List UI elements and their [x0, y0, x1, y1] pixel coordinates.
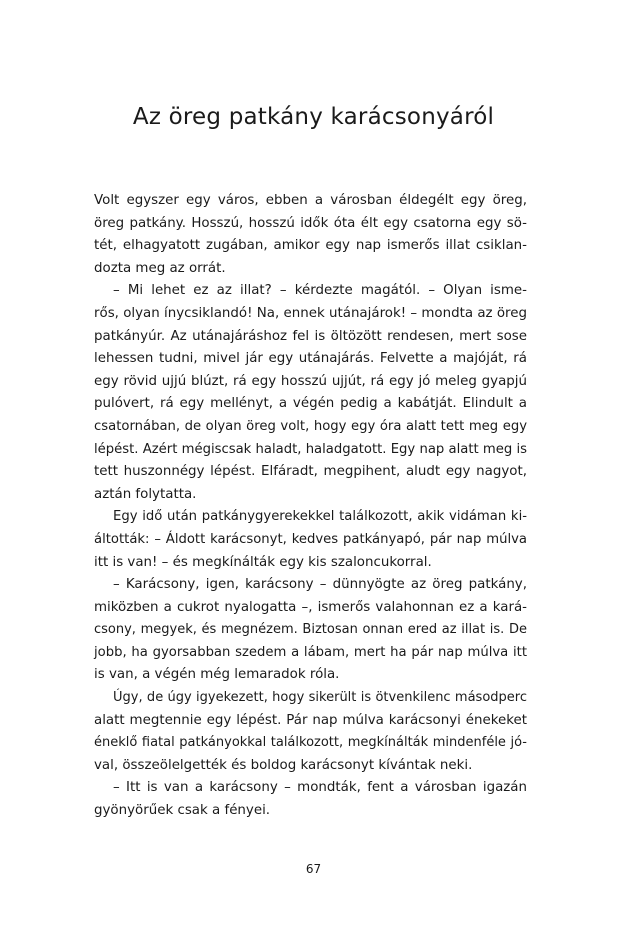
text-line: dozta meg az orrát.: [94, 260, 226, 276]
text-line: itt is van! – és megkínálták egy kis szaloncukorral.: [94, 554, 432, 570]
text-line: gyönyörűek csak a fényei.: [94, 803, 271, 819]
text-line: éneklő fiatal patkányokkal találkozott, megkínálták mindenféle jó-: [94, 735, 527, 751]
text-line: pulóvert, rá egy mellényt, a végén pedig a kabátját. Elindult a: [94, 396, 527, 412]
text-line: lépést. Azért mégiscsak haladt, haladgatott. Egy nap alatt meg is: [94, 441, 527, 457]
text-line: miközben a cukrot nyalogatta –, ismerős valahonnan ez a kará-: [94, 599, 527, 615]
text-line: – Karácsony, igen, karácsony – dünnyögte az öreg patkány,: [113, 577, 527, 593]
text-line: is van, a végén még lemaradok róla.: [94, 667, 340, 683]
text-line: egy rövid ujjú blúzt, rá egy hosszú ujjút, rá egy jó meleg gyapjú: [94, 373, 527, 389]
page-number: 67: [305, 862, 322, 876]
text-line: Volt egyszer egy város, ebben a városban éldegélt egy öreg,: [94, 193, 527, 208]
text-line: csatornában, de olyan öreg volt, hogy egy óra alatt tett meg egy: [94, 418, 527, 434]
text-line: aztán folytatta.: [94, 486, 197, 502]
text-line: val, összeölelgették és boldog karácsonyt kívántak neki.: [94, 757, 473, 773]
text-line: – Itt is van a karácsony – mondták, fent a városban igazán: [113, 780, 527, 796]
story-text: [94, 190, 527, 823]
text-line: áltották: – Áldott karácsonyt, kedves patkányapó, pár nap múlva: [94, 531, 527, 547]
text-line: rős, olyan ínycsiklandó! Na, ennek utánajárok! – mondta az öreg: [94, 305, 527, 321]
text-line: jobb, ha gyorsabban szedem a lábam, mert ha pár nap múlva itt: [94, 644, 527, 660]
chapter-title: Az öreg patkány karácsonyáról: [132, 104, 495, 130]
text-line: tét, elhagyatott zugában, amikor egy nap ismerős illat csiklan-: [94, 238, 527, 254]
text-line: lehessen tudni, mivel jár egy utánajárás. Felvette a majóját, rá: [94, 351, 527, 367]
text-line: Egy idő után patkánygyerekekkel találkozott, akik vidáman ki-: [113, 509, 527, 525]
text-line: – Mi lehet ez az illat? – kérdezte magától. – Olyan isme-: [113, 283, 527, 299]
text-line: csony, megyek, és megnézem. Biztosan onnan ered az illat is. De: [94, 622, 527, 638]
text-line: alatt megtennie egy lépést. Pár nap múlva karácsonyi énekeket: [94, 712, 527, 728]
text-line: Úgy, de úgy igyekezett, hogy sikerült is ötvenkilenc másodperc: [113, 690, 527, 706]
text-line: patkányúr. Az utánajáráshoz fel is öltözött rendesen, mert sose: [94, 328, 527, 344]
text-line: öreg patkány. Hosszú, hosszú idők óta élt egy csatorna egy sö-: [94, 215, 527, 231]
text-line: tett huszonnégy lépést. Elfáradt, megpihent, aludt egy nagyot,: [94, 464, 527, 480]
